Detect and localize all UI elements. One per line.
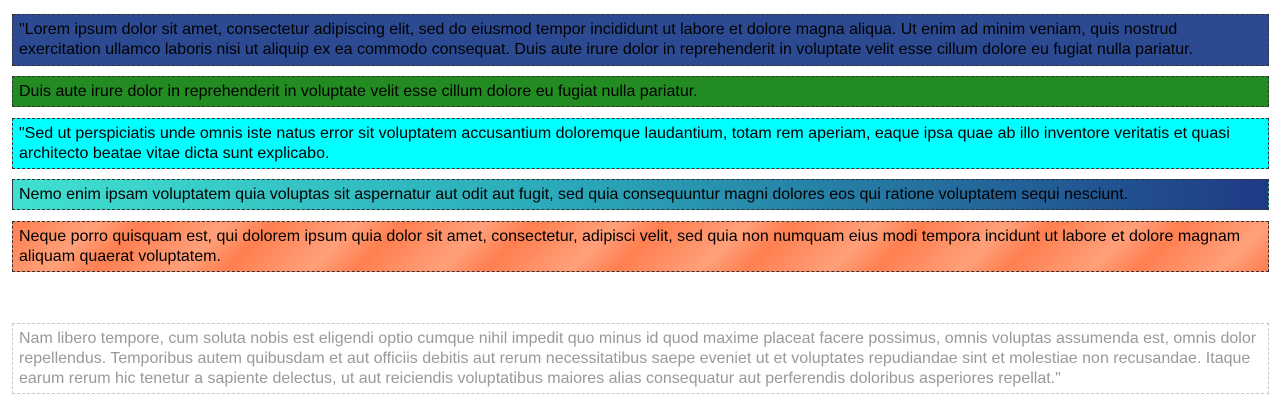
text-box-blue: "Lorem ipsum dolor sit amet, consectetur adipiscing elit, sed do eiusmod tempor incididunt ut labore et dolore magna aliqua. Ut enim ad minim veniam, quis nostrud exercitation ullamco laboris nisi ut aliquip ex ea commodo consequat. Duis aute irure dolor in reprehenderit in voluptate velit esse cillum dolore eu fugiat nulla pariatur. (12, 14, 1269, 66)
text-box-faded: Nam libero tempore, cum soluta nobis est eligendi optio cumque nihil impedit quo minus id quod maxime placeat facere possimus, omnis voluptas assumenda est, omnis dolor repellendus. Temporibus autem quibusdam et aut officiis debitis aut rerum necessitatibus saepe eveniet ut et voluptates repudiandae sint et molestiae non recusandae. Itaque earum rerum hic tenetur a sapiente delectus, ut aut reiciendis voluptatibus maiores alias consequatur aut perferendis doloribus asperiores repellat." (12, 323, 1269, 394)
text-box-gradient: Nemo enim ipsam voluptatem quia voluptas sit aspernatur aut odit aut fugit, sed quia consequuntur magni dolores eos qui ratione voluptatem sequi nesciunt. (12, 179, 1269, 210)
text-box-green: Duis aute irure dolor in reprehenderit in voluptate velit esse cillum dolore eu fugiat nulla pariatur. (12, 76, 1269, 107)
text-box-cyan: "Sed ut perspiciatis unde omnis iste natus error sit voluptatem accusantium doloremque laudantium, totam rem aperiam, eaque ipsa quae ab illo inventore veritatis et quasi architecto beatae vitae dicta sunt explicabo. (12, 118, 1269, 169)
text-box-striped: Neque porro quisquam est, qui dolorem ipsum quia dolor sit amet, consectetur, adipisci velit, sed quia non numquam eius modi tempora incidunt ut labore et dolore magnam aliquam quaerat voluptatem. (12, 221, 1269, 272)
